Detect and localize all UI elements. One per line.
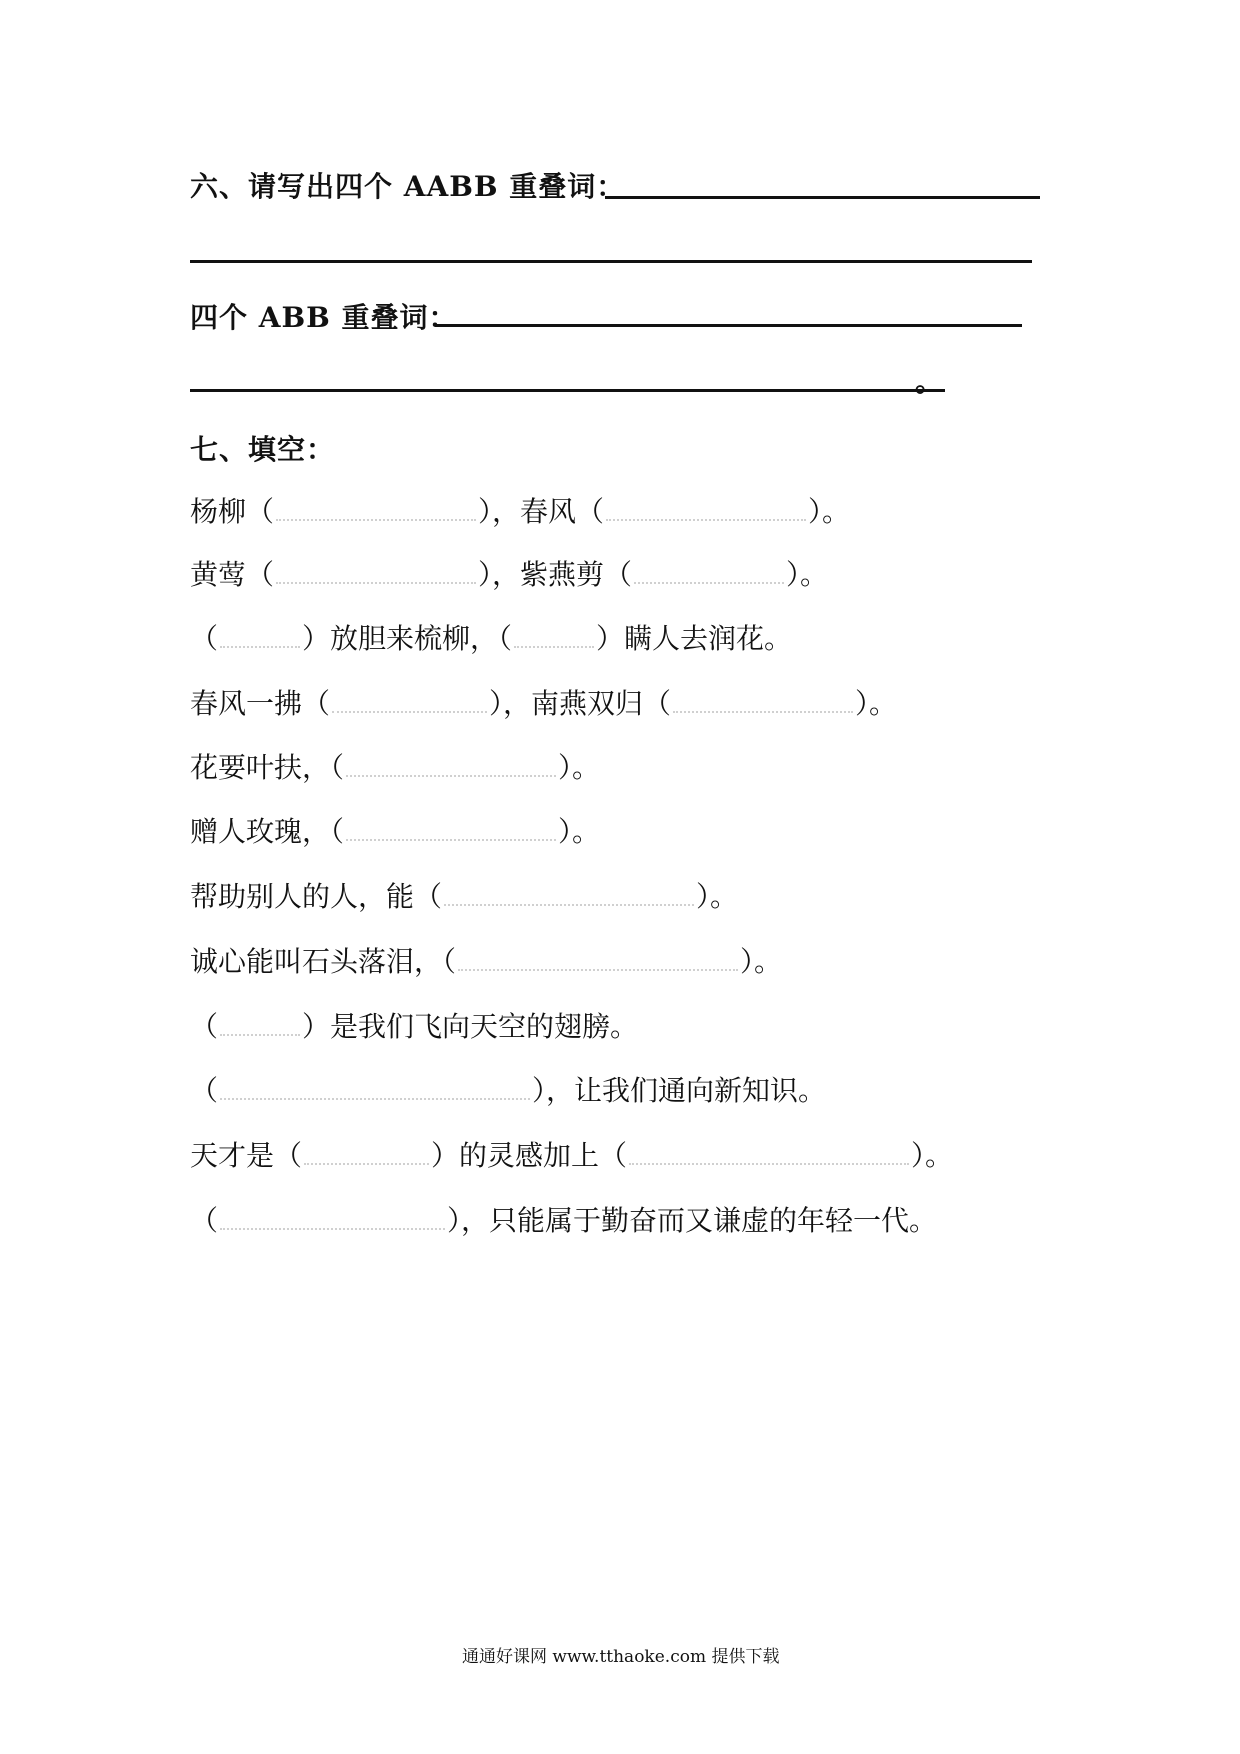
blank[interactable]	[346, 757, 556, 777]
fill-row-5	[190, 746, 600, 786]
row-text: ），紫燕剪（	[478, 558, 633, 591]
fill-row-6	[190, 810, 600, 850]
answer-line-aabb-2[interactable]	[190, 260, 1032, 263]
blank[interactable]	[332, 693, 487, 713]
fill-row-4	[190, 682, 897, 722]
row-text: 杨柳（	[190, 495, 275, 528]
answer-line-abb-2[interactable]	[190, 389, 945, 392]
fill-row-8	[190, 940, 782, 980]
row-text: （	[190, 622, 219, 655]
blank[interactable]	[276, 501, 476, 521]
fill-row-1	[190, 490, 850, 530]
row-text: ）。	[808, 495, 851, 528]
blank[interactable]	[346, 821, 556, 841]
fill-row-11	[190, 1134, 953, 1174]
fill-row-3	[190, 617, 792, 657]
answer-line-aabb-1[interactable]	[605, 196, 1040, 199]
blank[interactable]	[444, 886, 694, 906]
footer-text: 通通好课网 www.tthaoke.com 提供下载	[462, 1647, 780, 1667]
row-text: ）。	[786, 558, 829, 591]
blank[interactable]	[276, 564, 476, 584]
blank[interactable]	[673, 693, 853, 713]
row-text: ）。	[696, 880, 739, 913]
blank[interactable]	[634, 564, 784, 584]
blank[interactable]	[220, 1080, 530, 1100]
row-text: 黄莺（	[190, 558, 275, 591]
fill-row-12	[190, 1199, 937, 1239]
section6-title: 六、请写出四个 AABB 重叠词：	[190, 170, 626, 203]
row-text: ）。	[740, 945, 783, 978]
blank[interactable]	[606, 501, 806, 521]
fill-row-7	[190, 875, 738, 915]
row-text: ），南燕双归（	[489, 687, 672, 720]
fill-row-10	[190, 1069, 826, 1109]
row-text: ）。	[911, 1139, 954, 1172]
section7-title: 七、填空：	[190, 433, 336, 466]
row-text: ），只能属于勤奋而又谦虚的年轻一代。	[447, 1204, 938, 1237]
row-text: ）是我们飞向天空的翅膀。	[302, 1010, 639, 1043]
row-text: （	[190, 1074, 219, 1107]
row-text: （	[190, 1204, 219, 1237]
row-text: ），春风（	[478, 495, 605, 528]
blank[interactable]	[220, 628, 300, 648]
row-text: ）的灵感加上（	[431, 1139, 628, 1172]
row-text: ）放胆来梳柳，（	[302, 622, 513, 655]
row-text: ），让我们通向新知识。	[532, 1074, 827, 1107]
row-text: ）。	[558, 815, 601, 848]
row-text: ）。	[855, 687, 898, 720]
fill-row-2	[190, 553, 828, 593]
row-text: （	[190, 1010, 219, 1043]
row-text: 帮助别人的人，能（	[190, 880, 443, 913]
end-period: 。	[915, 365, 945, 398]
row-text: 春风一拂（	[190, 687, 331, 720]
blank[interactable]	[220, 1016, 300, 1036]
row-text: ）瞒人去润花。	[596, 622, 793, 655]
row-text: 诚心能叫石头落泪，（	[190, 945, 457, 978]
fill-row-9	[190, 1005, 638, 1045]
blank[interactable]	[220, 1210, 445, 1230]
abb-label: 四个 ABB 重叠词：	[190, 301, 458, 334]
blank[interactable]	[304, 1145, 429, 1165]
blank[interactable]	[629, 1145, 909, 1165]
row-text: 天才是（	[190, 1139, 303, 1172]
answer-line-abb-1[interactable]	[435, 324, 1022, 327]
blank[interactable]	[514, 628, 594, 648]
blank[interactable]	[458, 951, 738, 971]
row-text: 赠人玫瑰，（	[190, 815, 345, 848]
row-text: ）。	[558, 751, 601, 784]
row-text: 花要叶扶，（	[190, 751, 345, 784]
